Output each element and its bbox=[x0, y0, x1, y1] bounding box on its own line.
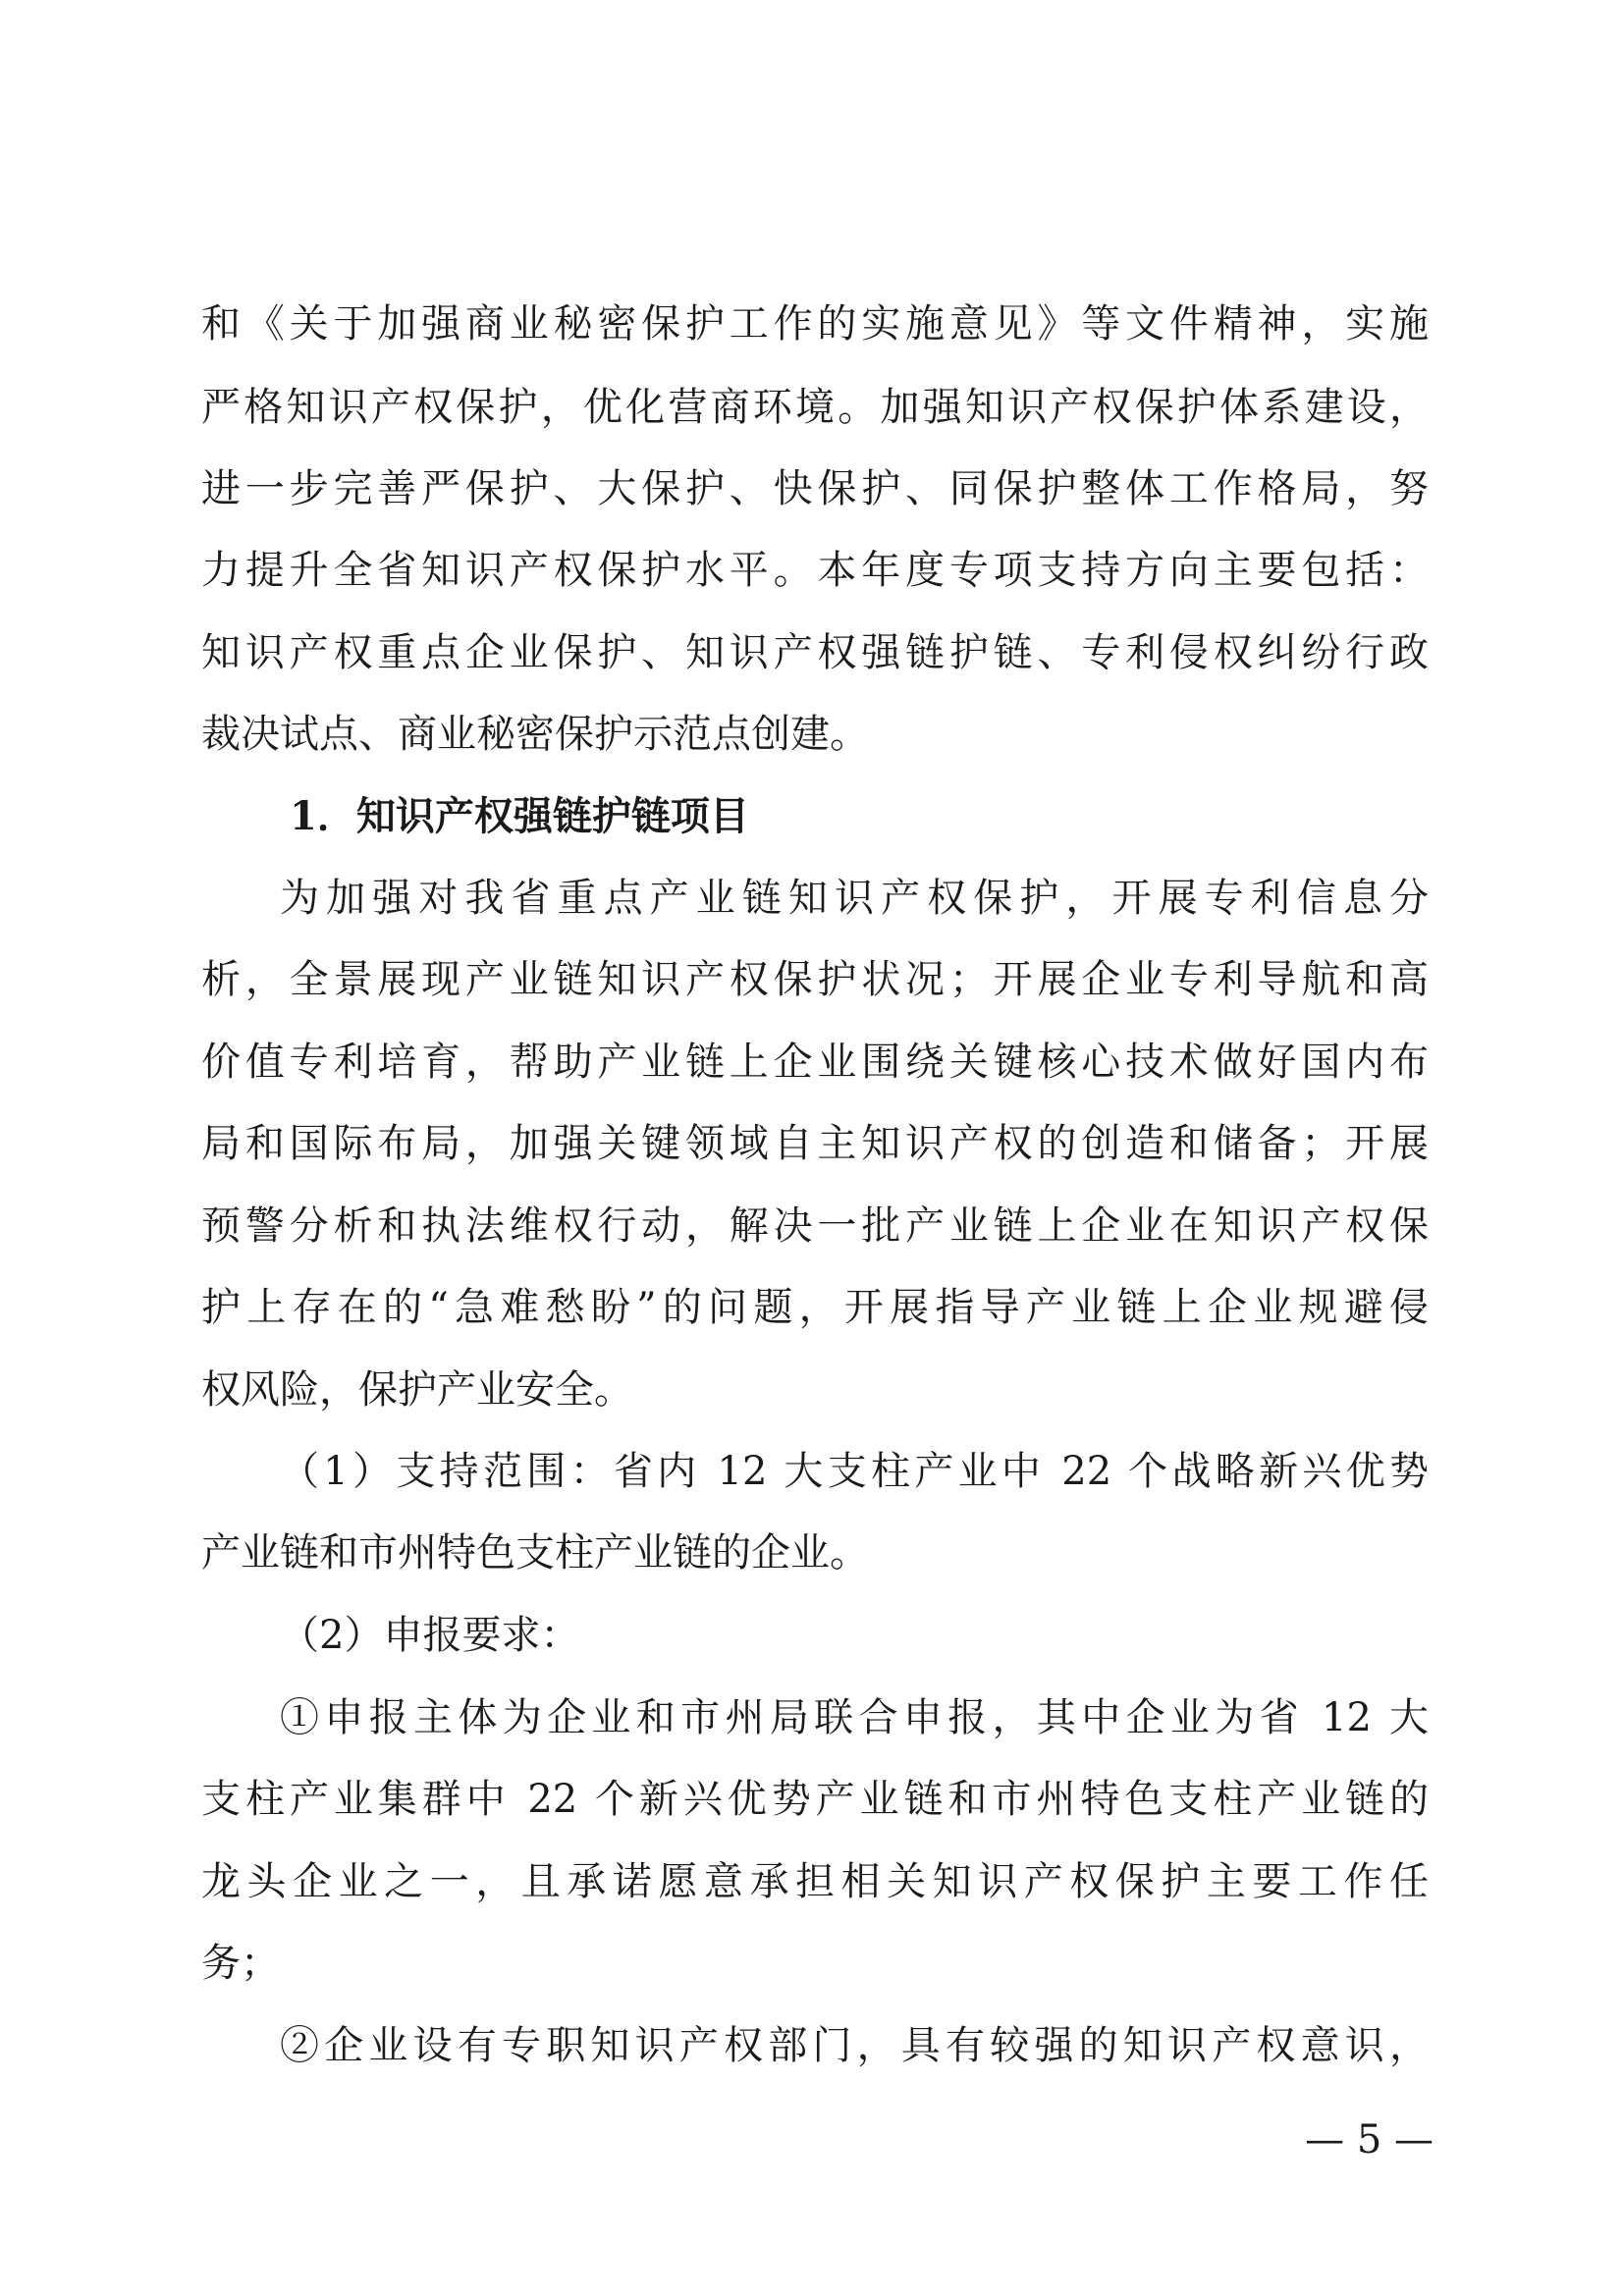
paragraph-line: 务； bbox=[201, 1941, 280, 1986]
paragraph-line: 预警分析和执法维权行动，解决一批产业链上企业在知识产权保 bbox=[201, 1203, 1429, 1249]
paragraph-line: （2）申报要求： bbox=[280, 1613, 580, 1658]
section-heading: 1．知识产权强链护链项目 bbox=[290, 793, 749, 839]
paragraph-line: 裁决试点、商业秘密保护示范点创建。 bbox=[201, 712, 869, 757]
paragraph-line: 权风险，保护产业安全。 bbox=[201, 1367, 633, 1413]
paragraph-line: 局和国际布局，加强关键领域自主知识产权的创造和储备；开展 bbox=[201, 1121, 1429, 1166]
paragraph-line: （1）支持范围：省内 12 大支柱产业中 22 个战略新兴优势 bbox=[280, 1449, 1429, 1494]
paragraph-line: 价值专利培育，帮助产业链上企业围绕关键核心技术做好国内布 bbox=[201, 1040, 1429, 1085]
paragraph-line: 支柱产业集群中 22 个新兴优势产业链和市州特色支柱产业链的 bbox=[201, 1777, 1429, 1822]
paragraph-line: ①申报主体为企业和市州局联合申报，其中企业为省 12 大 bbox=[280, 1695, 1429, 1740]
paragraph-line: 知识产权重点企业保护、知识产权强链护链、专利侵权纠纷行政 bbox=[201, 630, 1429, 675]
page-number: — 5 — bbox=[1305, 2117, 1434, 2163]
paragraph-line: 产业链和市州特色支柱产业链的企业。 bbox=[201, 1530, 869, 1575]
paragraph-line: 龙头企业之一，且承诺愿意承担相关知识产权保护主要工作任 bbox=[201, 1859, 1429, 1904]
paragraph-line: 为加强对我省重点产业链知识产权保护，开展专利信息分 bbox=[280, 876, 1429, 921]
paragraph-line: 严格知识产权保护，优化营商环境。加强知识产权保护体系建设， bbox=[201, 385, 1429, 430]
paragraph-line: 和《关于加强商业秘密保护工作的实施意见》等文件精神，实施 bbox=[201, 301, 1429, 347]
paragraph-line: 护上存在的“急难愁盼”的问题，开展指导产业链上企业规避侵 bbox=[201, 1285, 1429, 1330]
paragraph-line: 进一步完善严保护、大保护、快保护、同保护整体工作格局，努 bbox=[201, 466, 1429, 511]
paragraph-line: 力提升全省知识产权保护水平。本年度专项支持方向主要包括： bbox=[201, 548, 1429, 593]
paragraph-line: 析，全景展现产业链知识产权保护状况；开展企业专利导航和高 bbox=[201, 957, 1429, 1002]
paragraph-line: ②企业设有专职知识产权部门，具有较强的知识产权意识， bbox=[280, 2023, 1429, 2068]
